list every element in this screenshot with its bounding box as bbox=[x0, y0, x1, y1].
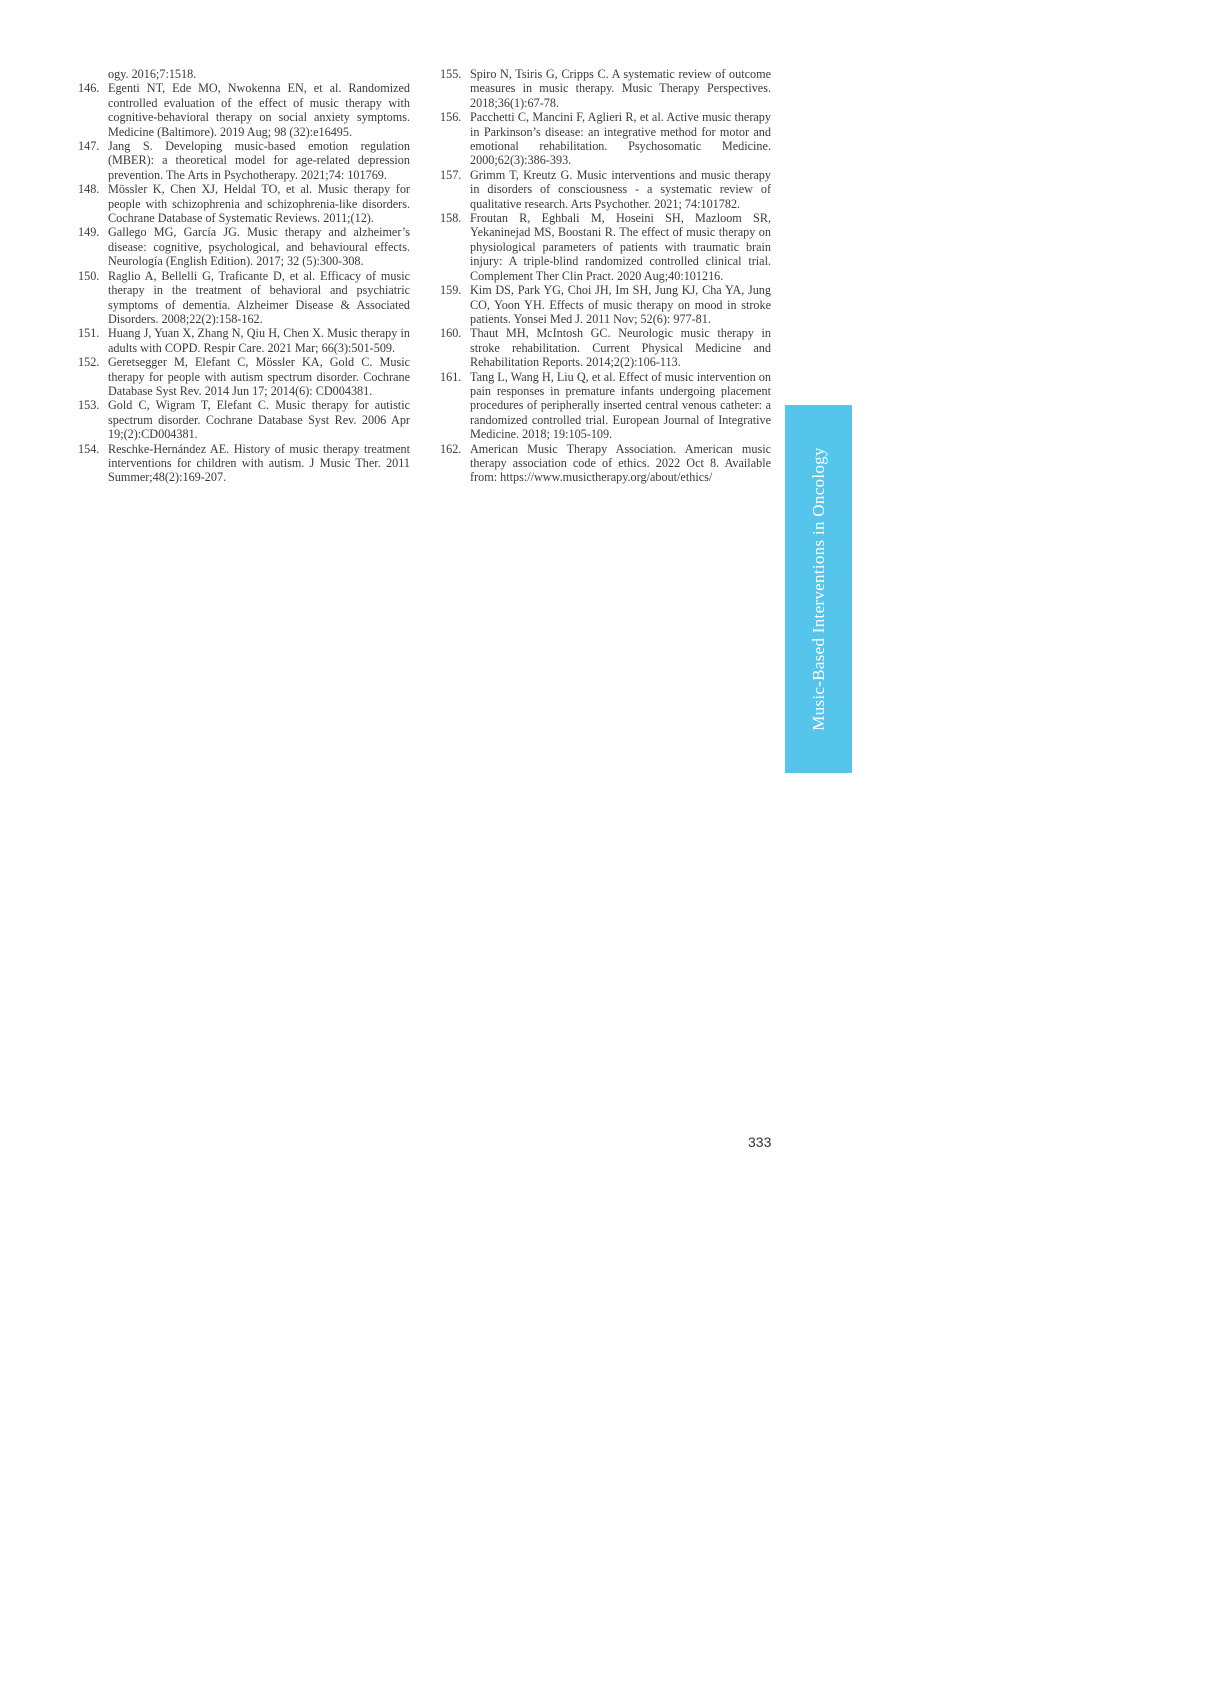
reference-number: 162. bbox=[440, 441, 462, 456]
reference-item bbox=[78, 81, 410, 139]
reference-number: 149. bbox=[78, 225, 100, 240]
reference-item bbox=[440, 283, 771, 326]
reference-text: Huang J, Yuan X, Zhang N, Qiu H, Chen X. Music therapy in adults with COPD. Respir Care. 2021 Mar; 66(3):501-509. bbox=[108, 326, 410, 355]
reference-text: Tang L, Wang H, Liu Q, et al. Effect of music intervention on pain responses in premature infants undergoing placement procedures of peripherally inserted central venous catheter: a randomized controlled trial. European Journal of Integrative Medicine. 2018; 19:105-109. bbox=[470, 369, 771, 442]
reference-number: 148. bbox=[78, 182, 100, 197]
reference-text: Pacchetti C, Mancini F, Aglieri R, et al. Active music therapy in Parkinson’s disease: an integrative method for motor and emotional rehabilitation. Psychosomatic Medicine. 2000;62(3):386-393. bbox=[470, 110, 771, 168]
reference-item bbox=[78, 326, 410, 355]
reference-item bbox=[78, 182, 410, 225]
reference-item bbox=[78, 398, 410, 441]
reference-text: Froutan R, Eghbali M, Hoseini SH, Mazloom SR, Yekaninejad MS, Boostani R. The effect of music therapy on physiological parameters of patients with traumatic brain injury: A triple-blind randomized controlled clinical trial. Complement Ther Clin Pract. 2020 Aug;40:101216. bbox=[470, 211, 771, 283]
reference-number: 155. bbox=[440, 67, 462, 81]
reference-number: 157. bbox=[440, 167, 462, 182]
reference-number: 150. bbox=[78, 268, 100, 283]
reference-text: Thaut MH, McIntosh GC. Neurologic music therapy in stroke rehabilitation. Current Physical Medicine and Rehabilitation Reports. 2014;2(2):106-113. bbox=[470, 326, 771, 370]
reference-number: 160. bbox=[440, 326, 462, 341]
reference-text: Kim DS, Park YG, Choi JH, Im SH, Jung KJ, Cha YA, Jung CO, Yoon YH. Effects of music therapy on mood in stroke patients. Yonsei Med J. 2011 Nov; 52(6): 977-81. bbox=[470, 283, 771, 326]
reference-column-right bbox=[440, 67, 771, 485]
reference-text: American Music Therapy Association. American music therapy association code of ethics. 2022 Oct 8. Available from: https://www.musictherapy.org/about/ethics/ bbox=[470, 441, 771, 485]
reference-item bbox=[440, 168, 771, 211]
chapter-title-vertical: Music-Based Interventions in Oncology bbox=[808, 447, 828, 731]
reference-text: Egenti NT, Ede MO, Nwokenna EN, et al. Randomized controlled evaluation of the effect of music therapy with cognitive-behavioral therapy on social anxiety symptoms. Medicine (Baltimore). 2019 Aug; 98 (32):e16495. bbox=[108, 81, 410, 139]
reference-item bbox=[440, 370, 771, 442]
reference-item bbox=[440, 326, 771, 369]
reference-text: Raglio A, Bellelli G, Traficante D, et al. Efficacy of music therapy in the treatment of behavioral and psychiatric symptoms of dementia. Alzheimer Disease & Associated Disorders. 2008;22(2):158-162. bbox=[108, 268, 410, 326]
reference-number: 156. bbox=[440, 110, 462, 125]
reference-number: 146. bbox=[78, 81, 100, 96]
page-number: 333 bbox=[748, 1134, 772, 1150]
reference-item bbox=[440, 110, 771, 168]
reference-text: Jang S. Developing music-based emotion regulation (MBER): a theoretical model for age-related depression prevention. The Arts in Psychotherapy. 2021;74: 101769. bbox=[108, 139, 410, 182]
reference-text: Grimm T, Kreutz G. Music interventions and music therapy in disorders of consciousness - a systematic review of qualitative research. Arts Psychother. 2021; 74:101782. bbox=[470, 167, 771, 211]
reference-text: Mössler K, Chen XJ, Heldal TO, et al. Music therapy for people with schizophrenia and schizophrenia-like disorders. Cochrane Database of Systematic Reviews. 2011;(12). bbox=[108, 182, 410, 226]
reference-item bbox=[78, 442, 410, 485]
chapter-side-tab bbox=[785, 405, 852, 773]
reference-number: 153. bbox=[78, 398, 100, 413]
reference-text: Geretsegger M, Elefant C, Mössler KA, Gold C. Music therapy for people with autism spectrum disorder. Cochrane Database Syst Rev. 2014 Jun 17; 2014(6): CD004381. bbox=[108, 355, 410, 398]
reference-item bbox=[78, 139, 410, 182]
reference-number: 152. bbox=[78, 355, 100, 370]
reference-number: 147. bbox=[78, 139, 100, 154]
reference-text: Reschke-Hernández AE. History of music therapy treatment interventions for children with autism. J Music Ther. 2011 Summer;48(2):169-207. bbox=[108, 441, 410, 485]
reference-item bbox=[440, 67, 771, 110]
reference-text: Spiro N, Tsiris G, Cripps C. A systematic review of outcome measures in music therapy. Music Therapy Perspectives. 2018;36(1):67-78. bbox=[470, 67, 771, 110]
reference-column-left bbox=[78, 67, 410, 485]
reference-list-left bbox=[78, 81, 410, 484]
reference-text: Gallego MG, García JG. Music therapy and alzheimer’s disease: cognitive, psychological, and behavioural effects. Neurología (English Edition). 2017; 32 (5):300-308. bbox=[108, 225, 410, 269]
reference-number: 159. bbox=[440, 283, 462, 298]
reference-item bbox=[78, 225, 410, 268]
reference-item bbox=[440, 211, 771, 283]
reference-number: 151. bbox=[78, 326, 100, 341]
reference-number: 161. bbox=[440, 369, 462, 384]
reference-continuation: ogy. 2016;7:1518. bbox=[108, 67, 197, 81]
reference-number: 158. bbox=[440, 211, 462, 226]
reference-text: Gold C, Wigram T, Elefant C. Music therapy for autistic spectrum disorder. Cochrane Database Syst Rev. 2006 Apr 19;(2):CD004381. bbox=[108, 398, 410, 442]
reference-item bbox=[78, 269, 410, 327]
reference-list-right bbox=[440, 67, 771, 485]
reference-item bbox=[78, 355, 410, 398]
reference-item bbox=[440, 442, 771, 485]
reference-number: 154. bbox=[78, 441, 100, 456]
